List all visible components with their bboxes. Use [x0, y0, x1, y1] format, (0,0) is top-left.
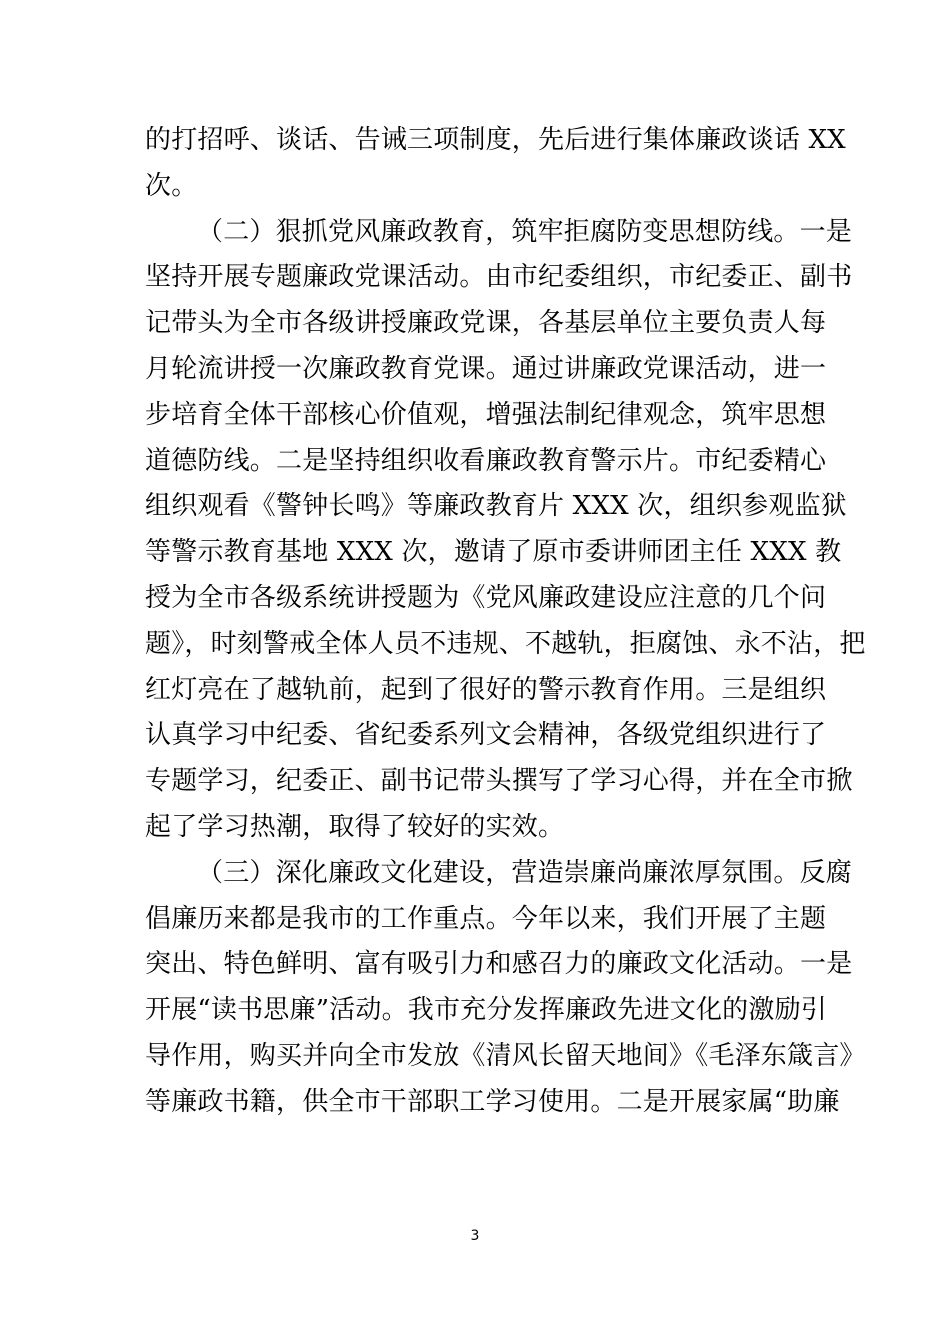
text-line: 月轮流讲授一次廉政教育党课。通过讲廉政党课活动，进一: [145, 353, 827, 384]
text-line: 红灯亮在了越轨前，起到了很好的警示教育作用。三是组织: [145, 674, 827, 705]
text-line: 组织观看《警钟长鸣》等廉政教育片 XXX 次，组织参观监狱: [145, 491, 847, 522]
text-line: 步培育全体干部核心价值观，增强法制纪律观念，筑牢思想: [145, 399, 827, 430]
text-line: 起了学习热潮，取得了较好的实效。: [145, 811, 565, 842]
text-line: 坚持开展专题廉政党课活动。由市纪委组织，市纪委正、副书: [145, 262, 853, 293]
text-line: （三）深化廉政文化建设，营造崇廉尚廉浓厚氛围。反腐: [197, 857, 853, 888]
text-line: 认真学习中纪委、省纪委系列文会精神，各级党组织进行了: [145, 720, 827, 751]
text-line: 等廉政书籍，供全市干部职工学习使用。二是开展家属“助廉: [145, 1086, 840, 1117]
text-line: 突出、特色鲜明、富有吸引力和感召力的廉政文化活动。一是: [145, 949, 853, 980]
page-number: 3: [470, 1228, 480, 1244]
document-body: [145, 118, 866, 1126]
text-line: 的打招呼、谈话、告诫三项制度，先后进行集体廉政谈话 XX: [145, 125, 846, 155]
text-line: 专题学习，纪委正、副书记带头撰写了学习心得，并在全市掀: [145, 766, 853, 797]
text-line: 次。: [145, 170, 198, 201]
text-line: 道德防线。二是坚持组织收看廉政教育警示片。市纪委精心: [145, 445, 827, 476]
text-line: 记带头为全市各级讲授廉政党课，各基层单位主要负责人每: [145, 308, 827, 339]
text-line: 等警示教育基地 XXX 次，邀请了原市委讲师团主任 XXX 教: [145, 537, 842, 568]
text-line: 导作用，购买并向全市发放《清风长留天地间》《毛泽东箴言》: [145, 1040, 866, 1071]
text-line: 倡廉历来都是我市的工作重点。今年以来，我们开展了主题: [145, 903, 827, 934]
text-line: （二）狠抓党风廉政教育，筑牢拒腐防变思想防线。一是: [197, 216, 853, 247]
text-line: 开展“读书思廉”活动。我市充分发挥廉政先进文化的激励引: [145, 995, 827, 1026]
text-line: 题》，时刻警戒全体人员不违规、不越轨，拒腐蚀、永不沾，把: [145, 628, 866, 659]
text-line: 授为全市各级系统讲授题为《党风廉政建设应注意的几个问: [145, 582, 827, 613]
